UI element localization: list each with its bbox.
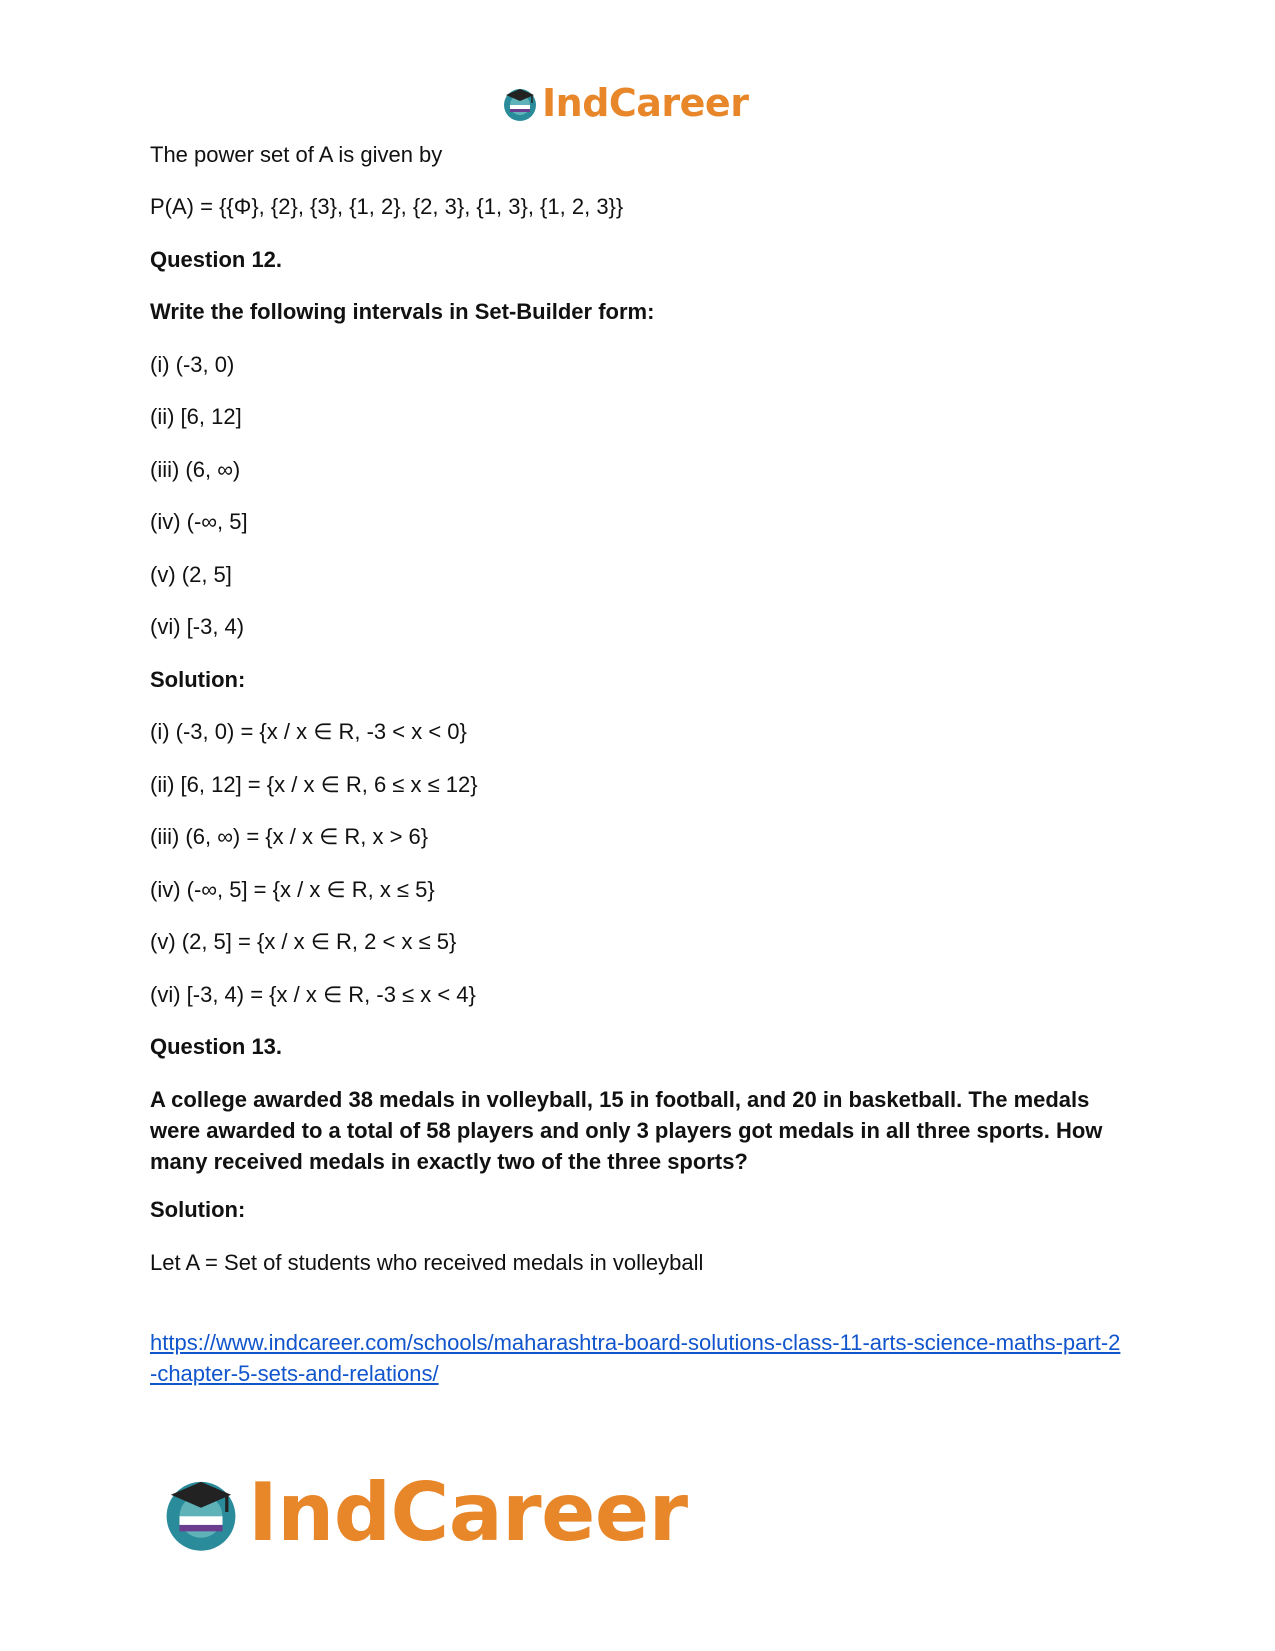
question-heading: Question 13.: [150, 1034, 283, 1059]
solution-heading: Solution:: [150, 667, 246, 692]
power-set-line: P(A) = {{Φ}, {2}, {3}, {1, 2}, {2, 3}, {1, 3}, {1, 2, 3}}: [150, 194, 624, 219]
source-link[interactable]: https://www.indcareer.com/schools/maharashtra-board-solutions-class-11-arts-science-maths-part-2-chapter-5-sets-and-relations/: [150, 1330, 1121, 1386]
interval-item: (ii) [6, 12]: [150, 404, 242, 429]
text-line: Let A = Set of students who received medals in volleyball: [150, 1250, 704, 1275]
interval-item: (vi) [-3, 4): [150, 614, 245, 639]
solution-heading: Solution:: [150, 1197, 246, 1222]
interval-item: (iii) (6, ∞): [150, 457, 241, 482]
solution-item: (ii) [6, 12] = {x / x ∈ R, 6 ≤ x ≤ 12}: [150, 772, 478, 797]
header-logo: [500, 78, 780, 128]
brand-name: IndCareer: [542, 81, 749, 125]
interval-item: (i) (-3, 0): [150, 352, 235, 377]
question-text: A college awarded 38 medals in volleyball, 15 in football, and 20 in basketball. The medals were awarded to a total of 58 players and only 3 players got medals in all three sports. How many received medals in exactly two of the three sports?: [150, 1087, 1103, 1174]
solution-item: (vi) [-3, 4) = {x / x ∈ R, -3 ≤ x < 4}: [150, 982, 476, 1007]
graduation-cap-globe-icon: [500, 83, 540, 123]
solution-item: (v) (2, 5] = {x / x ∈ R, 2 < x ≤ 5}: [150, 929, 457, 954]
text-line: The power set of A is given by: [150, 142, 443, 167]
brand-name: IndCareer: [248, 1465, 688, 1559]
graduation-cap-globe-icon: [158, 1469, 244, 1555]
question-heading: Question 12.: [150, 247, 283, 272]
question-text: Write the following intervals in Set-Builder form:: [150, 299, 655, 324]
footer-logo: [158, 1464, 718, 1560]
interval-item: (iv) (-∞, 5]: [150, 509, 248, 534]
solution-item: (iv) (-∞, 5] = {x / x ∈ R, x ≤ 5}: [150, 877, 435, 902]
solution-item: (iii) (6, ∞) = {x / x ∈ R, x > 6}: [150, 824, 429, 849]
interval-item: (v) (2, 5]: [150, 562, 232, 587]
solution-item: (i) (-3, 0) = {x / x ∈ R, -3 < x < 0}: [150, 719, 467, 744]
